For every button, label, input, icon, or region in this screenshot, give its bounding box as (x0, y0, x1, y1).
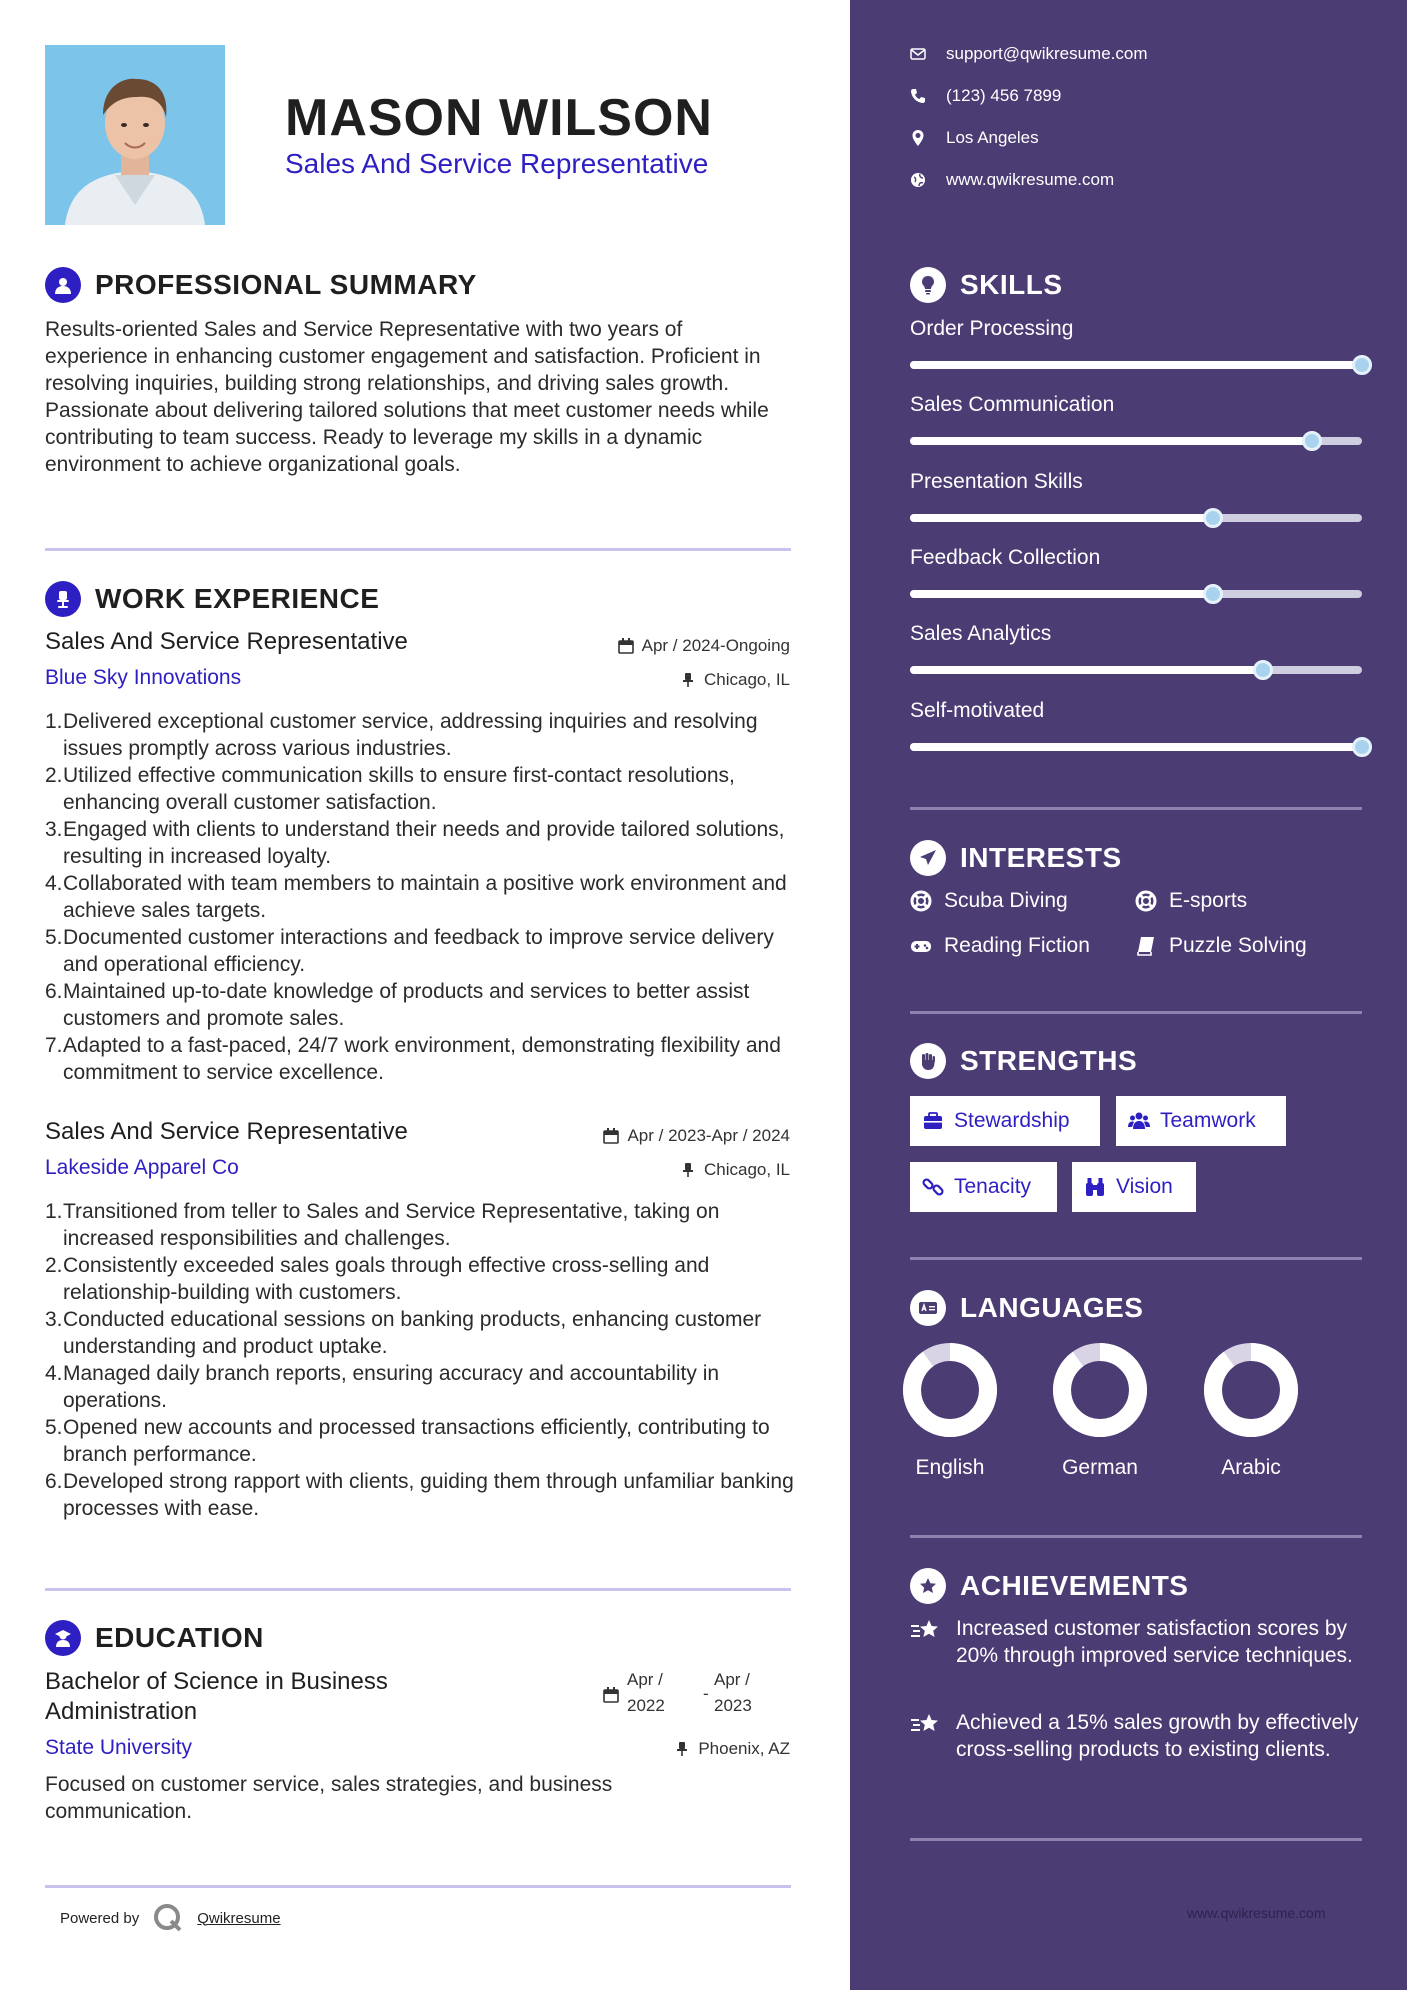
contact-location-text: Los Angeles (946, 128, 1039, 147)
graduate-icon (45, 1620, 81, 1656)
degree-line-2: Administration (45, 1698, 198, 1725)
skill-name: Sales Analytics (910, 622, 1052, 645)
contact-location (910, 128, 1039, 148)
skill-bar-knob (1352, 355, 1372, 375)
skill-bar-knob (1253, 660, 1273, 680)
skill-name: Feedback Collection (910, 546, 1101, 569)
skill-bar (910, 666, 1362, 674)
education-location (674, 1739, 790, 1759)
candidate-name: MASON WILSON (285, 89, 713, 147)
skill-bar-fill (910, 590, 1213, 598)
achievement-text: Achieved a 15% sales growth by effectively cross-selling products to existing clients. (956, 1711, 1359, 1761)
lightbulb-icon (910, 267, 946, 303)
list-item: 2. Utilized effective communication skills to ensure first-contact resolutions, enhancing overall customer satisfaction. (45, 764, 735, 814)
job-location (680, 1160, 790, 1180)
section-divider (45, 1588, 791, 1591)
languages-title: LANGUAGES (960, 1292, 1144, 1323)
job-title: Sales And Service Representative (45, 628, 408, 655)
skill-bar-fill (910, 666, 1263, 674)
list-item: 5. Opened new accounts and processed transactions efficiently, contributing to branch performance. (45, 1416, 770, 1466)
star-badge-icon (910, 1568, 946, 1604)
education-description: Focused on customer service, sales strategies, and business communication. (45, 1773, 613, 1823)
list-item: 1. Transitioned from teller to Sales and Service Representative, taking on increased responsibilities and challenges. (45, 1200, 720, 1250)
calendar-icon (603, 1128, 619, 1144)
section-divider (910, 1535, 1362, 1538)
date-separator: - (703, 1684, 709, 1703)
job-title: Sales And Service Representative (45, 1118, 408, 1145)
job-location-text: Chicago, IL (704, 670, 790, 689)
contact-phone-text: (123) 456 7899 (946, 86, 1062, 105)
footer-website[interactable]: www.qwikresume.com (1187, 1905, 1326, 1921)
skill-bar-knob (1352, 737, 1372, 757)
list-item: 4. Managed daily branch reports, ensuring accuracy and accountability in operations. (45, 1362, 720, 1412)
interest-label: Reading Fiction (944, 934, 1090, 957)
summary-heading (45, 267, 477, 303)
sidebar (850, 0, 1407, 1990)
list-item: 1. Delivered exceptional customer service, addressing inquiries and resolving issues promptly across various industries. (45, 710, 758, 760)
job-location-text: Chicago, IL (704, 1160, 790, 1179)
contact-website-text: www.qwikresume.com (946, 170, 1115, 189)
paper-plane-icon (910, 840, 946, 876)
job-date (603, 1126, 790, 1146)
skill-bar-fill (910, 361, 1362, 369)
list-item: 4. Collaborated with team members to maintain a positive work environment and achieve sales targets. (45, 872, 787, 922)
job-duties-list (45, 708, 795, 1086)
interest-label: Scuba Diving (944, 889, 1068, 912)
powered-by-label: Powered by (60, 1909, 140, 1927)
achievements-title: ACHIEVEMENTS (960, 1570, 1189, 1601)
life-ring-icon (910, 890, 932, 912)
job-date-text: Apr / 2024-Ongoing (641, 636, 790, 655)
section-divider (910, 1838, 1362, 1841)
skill-name: Presentation Skills (910, 470, 1083, 493)
user-icon (45, 267, 81, 303)
language-ring (902, 1342, 998, 1438)
language-name: German (1062, 1456, 1138, 1479)
shooting-star-icon (910, 1617, 942, 1645)
strength-label: Stewardship (954, 1109, 1070, 1132)
language-item (880, 1342, 1020, 1480)
education-title: EDUCATION (95, 1622, 264, 1653)
profile-photo (45, 45, 225, 225)
strength-label: Vision (1116, 1175, 1173, 1198)
strength-tag (910, 1096, 1100, 1146)
life-ring-icon (1135, 890, 1157, 912)
strength-label: Teamwork (1160, 1109, 1256, 1132)
language-ring (1052, 1342, 1148, 1438)
language-ring (1203, 1342, 1299, 1438)
company-name: Lakeside Apparel Co (45, 1156, 239, 1179)
link-icon (922, 1176, 944, 1198)
skill-bar-fill (910, 437, 1312, 445)
binoculars-icon (1084, 1176, 1106, 1198)
list-item: 5. Documented customer interactions and feedback to improve service delivery and operational efficiency. (45, 926, 774, 976)
job-location (680, 670, 790, 690)
pin-icon (680, 1162, 696, 1178)
contact-email-text: support@qwikresume.com (946, 44, 1148, 63)
language-name: English (915, 1456, 985, 1479)
company-name: Blue Sky Innovations (45, 666, 242, 689)
interests-title: INTERESTS (960, 842, 1122, 873)
interest-item (1135, 889, 1247, 913)
skill-bar-fill (910, 514, 1213, 522)
skill-bar (910, 361, 1362, 369)
skill-bar-knob (1203, 584, 1223, 604)
skills-title: SKILLS (960, 269, 1063, 300)
calendar-icon (618, 638, 634, 654)
school-name: State University (45, 1736, 193, 1759)
list-item: 3. Conducted educational sessions on banking products, enhancing customer understanding and product uptake. (45, 1308, 762, 1358)
achievement-item (910, 1709, 1360, 1763)
contact-phone[interactable] (910, 86, 1061, 106)
job-duties-list (45, 1198, 795, 1522)
skill-bar-knob (1203, 508, 1223, 528)
qwikresume-link[interactable]: Qwikresume (197, 1909, 281, 1927)
skill-bar-knob (1302, 431, 1322, 451)
gamepad-icon (910, 935, 932, 957)
education-heading (45, 1620, 264, 1656)
map-marker-icon (910, 130, 926, 146)
section-divider (910, 1011, 1362, 1014)
candidate-role: Sales And Service Representative (285, 148, 709, 179)
users-icon (1128, 1110, 1150, 1132)
fist-icon (910, 1043, 946, 1079)
skill-bar (910, 437, 1362, 445)
achievement-item (910, 1615, 1360, 1669)
skill-name: Sales Communication (910, 393, 1115, 416)
strength-tag (1072, 1162, 1196, 1212)
list-item: 3. Engaged with clients to understand their needs and provide tailored solutions, resulting in increased loyalty. (45, 818, 785, 868)
strengths-heading (910, 1043, 1137, 1079)
degree-line-1: Bachelor of Science in Business (45, 1668, 388, 1695)
section-divider (45, 548, 791, 551)
skill-bar (910, 590, 1362, 598)
job-date (618, 636, 790, 656)
skill-bar-fill (910, 743, 1362, 751)
degree-title (45, 1667, 388, 1727)
strength-label: Tenacity (954, 1175, 1032, 1198)
languages-heading (910, 1290, 1143, 1326)
skill-bar (910, 514, 1362, 522)
envelope-icon (910, 46, 926, 62)
interest-label: Puzzle Solving (1169, 934, 1307, 957)
skills-heading (910, 267, 1063, 303)
list-item: 2. Consistently exceeded sales goals through effective cross-selling and relationship-building with customers. (45, 1254, 710, 1304)
calendar-icon (603, 1687, 619, 1703)
phone-icon (910, 88, 926, 104)
interest-item (910, 889, 1068, 913)
language-item (1181, 1342, 1321, 1480)
summary-title: PROFESSIONAL SUMMARY (95, 269, 477, 300)
contact-email[interactable] (910, 44, 1148, 64)
language-icon (910, 1290, 946, 1326)
education-end-date: Apr / 2023 (714, 1670, 752, 1715)
interest-item (910, 934, 1090, 958)
education-start-date: Apr / 2022 (627, 1670, 665, 1715)
work-title: WORK EXPERIENCE (95, 583, 380, 614)
list-item: 6. Developed strong rapport with clients, guiding them through unfamiliar banking processes with ease. (45, 1470, 794, 1520)
section-divider (45, 1885, 791, 1888)
section-divider (910, 1257, 1362, 1260)
summary-text: Results-oriented Sales and Service Representative with two years of experience in enhancing customer engagement and satisfaction. Proficient in resolving inquiries, building strong relationships, and driving sales growth. Passionate about delivering tailored solutions that meet customer needs while contributing to team success. Ready to leverage my skills in a dynamic environment to achieve organizational goals. (45, 318, 769, 476)
strengths-title: STRENGTHS (960, 1045, 1138, 1076)
briefcase-icon (922, 1110, 944, 1132)
job-date-text: Apr / 2023-Apr / 2024 (627, 1126, 790, 1145)
achievement-text: Increased customer satisfaction scores by 20% through improved service techniques. (956, 1617, 1353, 1667)
language-name: Arabic (1221, 1456, 1281, 1479)
skill-bar (910, 743, 1362, 751)
strength-tag (1116, 1096, 1286, 1146)
work-heading (45, 581, 379, 617)
list-item: 7. Adapted to a fast-paced, 24/7 work environment, demonstrating flexibility and commitment to service excellence. (45, 1034, 781, 1084)
section-divider (910, 807, 1362, 810)
interest-item (1135, 934, 1307, 958)
office-chair-icon (45, 581, 81, 617)
pin-icon (674, 1741, 690, 1757)
skill-name: Self-motivated (910, 699, 1045, 722)
education-location-text: Phoenix, AZ (698, 1739, 790, 1758)
achievements-heading (910, 1568, 1188, 1604)
contact-website[interactable] (910, 170, 1114, 190)
strength-tag (910, 1162, 1057, 1212)
language-item (1030, 1342, 1170, 1480)
interest-label: E-sports (1169, 889, 1248, 912)
qwikresume-logo-icon (153, 1903, 183, 1933)
language-ring-fill (1062, 1352, 1138, 1428)
language-ring-fill (1213, 1352, 1289, 1428)
book-icon (1135, 935, 1157, 957)
pin-icon (680, 672, 696, 688)
language-ring-fill (912, 1352, 988, 1428)
list-item: 6. Maintained up-to-date knowledge of products and services to better assist customers and promote sales. (45, 980, 750, 1030)
interests-heading (910, 840, 1122, 876)
globe-icon (910, 172, 926, 188)
skill-name: Order Processing (910, 317, 1074, 340)
powered-by (60, 1903, 281, 1933)
shooting-star-icon (910, 1711, 942, 1739)
